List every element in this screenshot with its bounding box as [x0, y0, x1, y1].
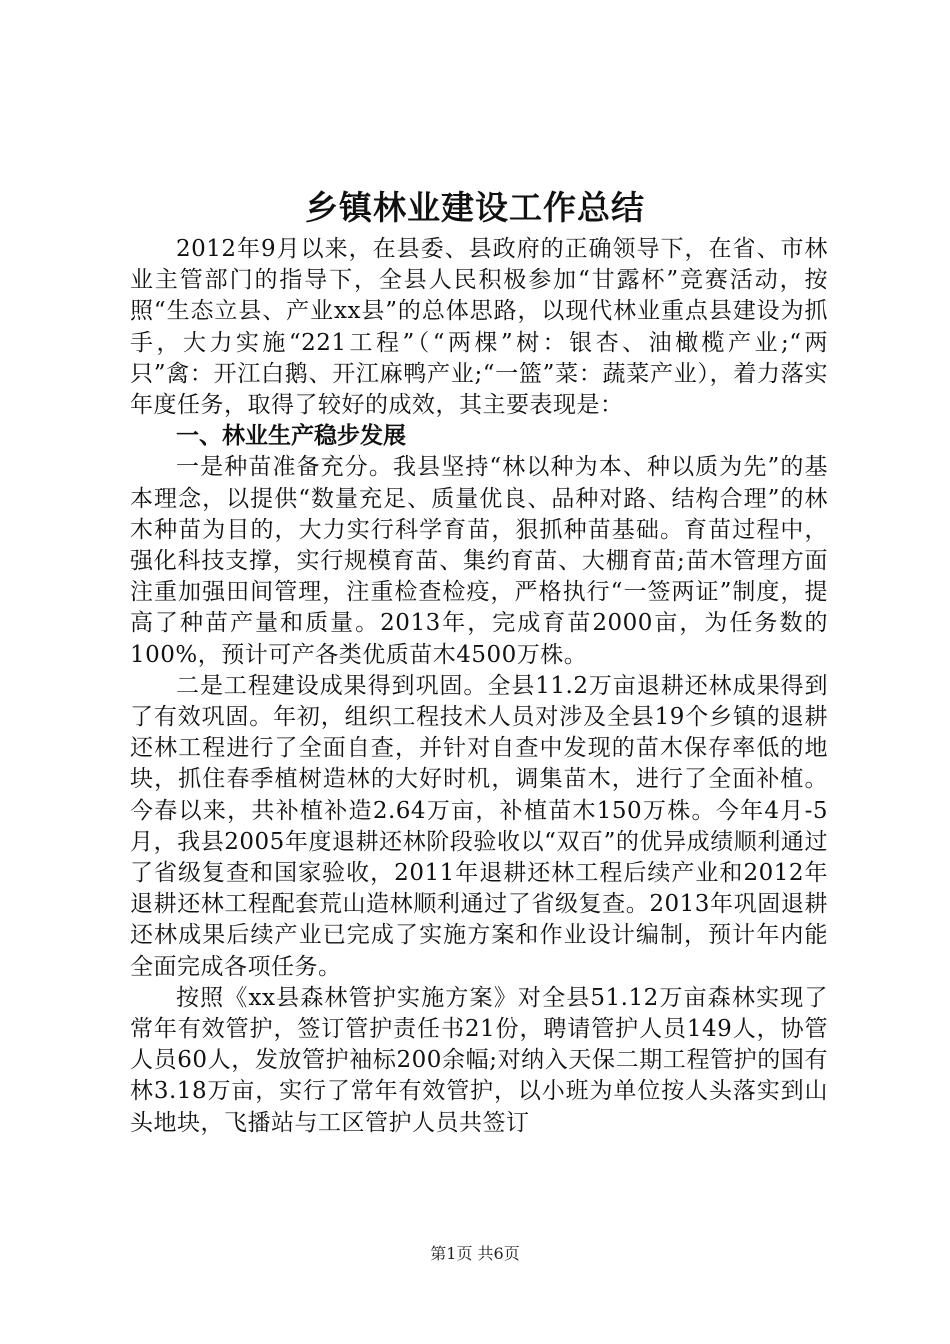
- paragraph-seedlings: 一是种苗准备充分。我县坚持“林以种为本、种以质为先”的基本理念，以提供“数量充足、质量优良、品种对路、结构合理”的林木种苗为目的，大力实行科学育苗，狠抓种苗基础。育苗过程中，强化科技支撑，实行规模育苗、集约育苗、大棚育苗;苗木管理方面注重加强田间管理，注重检查检疫，严格执行“一签两证”制度，提高了种苗产量和质量。2013年，完成育苗2000亩，为任务数的100%，预计可产各类优质苗木4500万株。: [130, 454, 828, 668]
- section-heading: 一、林业生产稳步发展: [176, 423, 406, 450]
- document-title: 乡镇林业建设工作总结: [305, 188, 645, 227]
- paragraph-forest-protection: 按照《xx县森林管护实施方案》对全县51.12万亩森林实现了常年有效管护，签订管护责任书21份，聘请管护人员149人，协管人员60人，发放管护袖标200余幅;对纳入天保二期工程管护的国有林3.18万亩，实行了常年有效管护，以小班为单位按人头落实到山头地块，飞播站与工区管护人员共签订: [130, 984, 828, 1136]
- page-footer: 第1页 共6页: [430, 1244, 520, 1263]
- paragraph-project-construction: 二是工程建设成果得到巩固。全县11.2万亩退耕还林成果得到了有效巩固。年初，组织工程技术人员对涉及全县19个乡镇的退耕还林工程进行了全面自查，并针对自查中发现的苗木保存率低的地块，抓住春季植树造林的大好时机，调集苗木，进行了全面补植。今春以来，共补植补造2.64万亩，补植苗木150万株。今年4月-5月，我县2005年度退耕还林阶段验收以“双百”的优异成绩顺利通过了省级复查和国家验收，2011年退耕还林工程后续产业和2012年退耕还林工程配套荒山造林顺利通过了省级复查。2013年巩固退耕还林成果后续产业已完成了实施方案和作业设计编制，预计年内能全面完成各项任务。: [130, 672, 828, 980]
- paragraph-intro: 2012年9月以来，在县委、县政府的正确领导下，在省、市林业主管部门的指导下，全县人民积极参加“甘露杯”竞赛活动，按照“生态立县、产业xx县”的总体思路，以现代林业重点县建设为抓手，大力实施“221工程”（“两棵”树：银杏、油橄榄产业;“两只”禽：开江白鹅、开江麻鸭产业;“一篮”菜：蔬菜产业），着力落实年度任务，取得了较好的成效，其主要表现是：: [130, 236, 828, 419]
- document-body: [130, 234, 828, 1139]
